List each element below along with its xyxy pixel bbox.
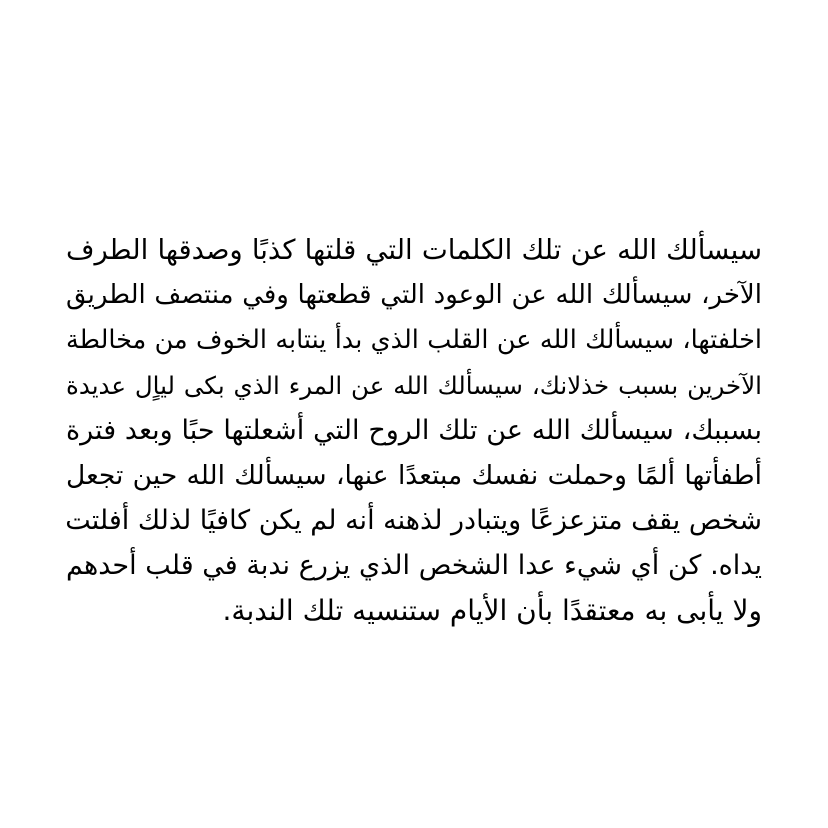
text-line-2: الآخر، سيسألك الله عن الوعود التي قطعتها وفي منتصف الطريق [66,280,762,310]
text-line-4: الآخرين بسبب خذلانك، سيسألك الله عن المرء الذي بكى لياٍل عديدة [66,371,762,400]
text-line-8: يداه. كن أي شيء عدا الشخص الذي يزرع ندبة في قلب أحدهم [66,550,762,581]
text-line-6: أطفأتها ألمًا وحملت نفسك مبتعدًا عنها، سيسألك الله حين تجعل [66,460,762,491]
text-line-3: اخلفتها، سيسألك الله عن القلب الذي بدأ ينتابه الخوف من مخالطة [66,325,762,355]
text-line-5: بسببك، سيسألك الله عن تلك الروح التي أشعلتها حبًا وبعد فترة [66,415,762,446]
arabic-text-paragraph [66,228,762,633]
text-line-9: ولا يأبى به معتقدًا بأن الأيام ستنسيه تلك الندبة. [222,594,762,627]
text-line-1: سيسألك الله عن تلك الكلمات التي قلتها كذبًا وصدقها الطرف [66,234,762,266]
text-line-7: شخص يقف متزعزعًا ويتبادر لذهنه أنه لم يكن كافيًا لذلك أفلتت [65,505,762,536]
